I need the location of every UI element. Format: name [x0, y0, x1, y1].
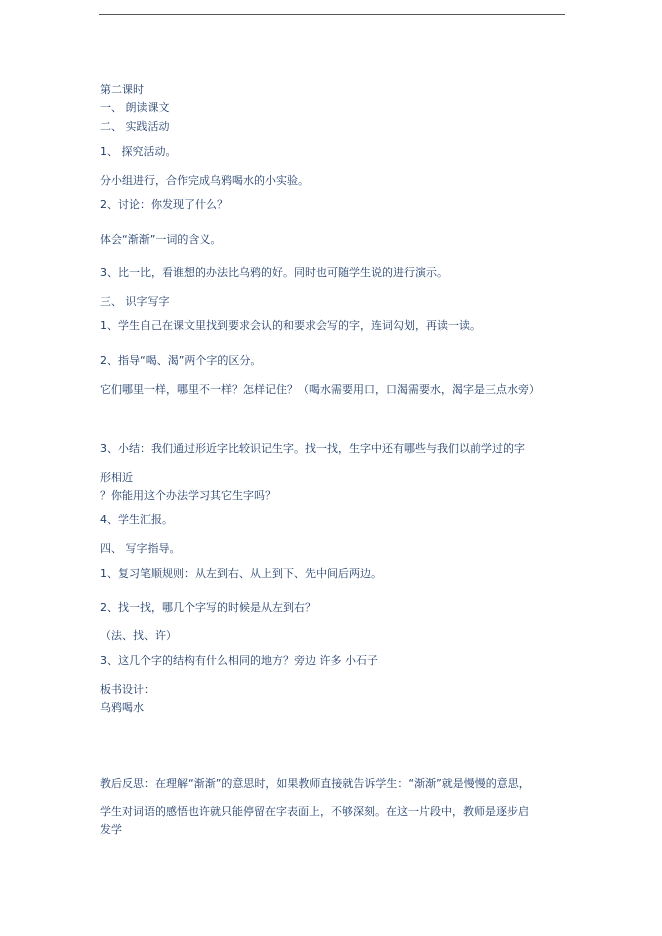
text-line: 体会“渐渐”一词的含义。	[100, 233, 222, 246]
text-line: ？你能用这个办法学习其它生字吗？	[100, 489, 276, 502]
board-design-label: 板书设计：	[100, 683, 155, 696]
text-line: 1、复习笔顺规则：从左到右、从上到下、先中间后两边。	[100, 567, 382, 580]
text-line: 1、学生自己在课文里找到要求会认的和要求会写的字，连词勾划，再读一读。	[100, 319, 481, 332]
header-rule	[99, 14, 565, 15]
text-line: 2、指导“喝、渴”两个字的区分。	[100, 354, 262, 367]
section-heading-1: 一、 朗读课文	[100, 101, 170, 114]
text-line: （法、找、许）	[100, 629, 177, 642]
text-line: 形相近	[100, 471, 133, 484]
text-line: 2、找一找，哪几个字写的时候是从左到右？	[100, 601, 316, 614]
text-line: 1、 探究活动。	[100, 145, 177, 158]
text-line: 分小组进行，合作完成乌鸦喝水的小实验。	[100, 174, 309, 187]
text-line: 它们哪里一样，哪里不一样？怎样记住？（喝水需要用口，口渴需要水，渴字是三点水旁）	[100, 383, 540, 396]
text-line: 3、小结：我们通过形近字比较识记生字。找一找，生字中还有哪些与我们以前学过的字	[100, 442, 525, 455]
section-heading-2: 二、 实践活动	[100, 120, 170, 133]
text-line: 4、学生汇报。	[100, 513, 173, 526]
reflection-line: 教后反思：在理解“渐渐”的意思时，如果教师直接就告诉学生：“渐渐”就是慢慢的意思，	[100, 777, 530, 790]
reflection-line: 发学	[100, 823, 122, 836]
section-heading-3: 三、 识字写字	[100, 295, 170, 308]
text-line: 3、这几个字的结构有什么相同的地方？旁边 许多 小石子	[100, 654, 378, 667]
lesson-title: 第二课时	[100, 83, 144, 96]
board-design-title: 乌鸦喝水	[100, 701, 144, 714]
reflection-line: 学生对词语的感悟也许就只能停留在字表面上，不够深刻。在这一片段中，教师是逐步启	[100, 805, 529, 818]
text-line: 2、讨论：你发现了什么？	[100, 198, 228, 211]
text-line: 3、比一比，看谁想的办法比乌鸦的好。同时也可随学生说的进行演示。	[100, 266, 448, 279]
section-heading-4: 四、 写字指导。	[100, 542, 181, 555]
